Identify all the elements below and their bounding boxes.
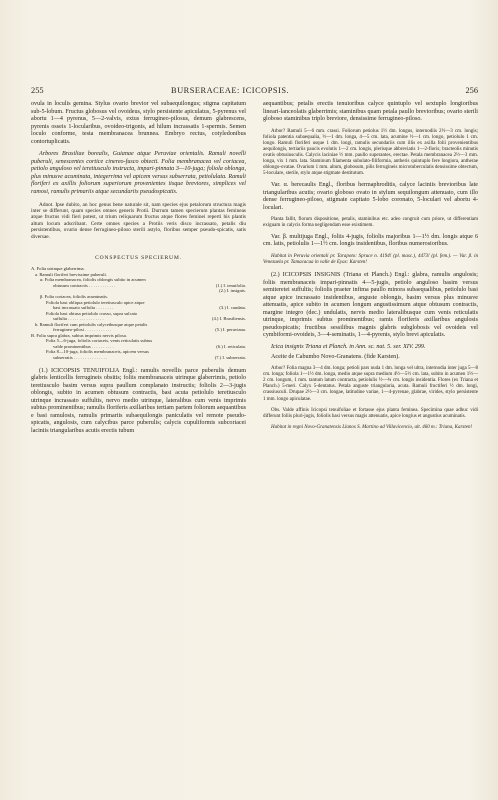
right-column bbox=[263, 101, 478, 431]
key-row-text: b. Ramuli floriferi cum petiolulis calyceibusque atque petalis bbox=[35, 321, 148, 327]
running-title: BURSERACEAE: ICICOPSIS. bbox=[171, 86, 290, 95]
key-row-text: Foliola basi obliqua petiolulo teretiusculo apice atque bbox=[46, 299, 145, 305]
key-row-text: basi incrassato suffulta . . . . . . . . bbox=[53, 305, 114, 311]
species-1-morphology: Arbor? Ramuli 5—6 mm. crassi. Foliorum petiolus 1½ dm. longus, internodiis 2½—3 cm. longis; foliola patentia subaequalia, ½—1 dm. longa, 4—5 cm. lata, acumine ½—1 cm. longo, petiolulo 1 cm. longo. Ramuli floriferi usque 1 dm. longi, ramulis secundariis cum illis ex axilla folii provenientibus aequilongis, tertiariis paucis evolutis 1—2 cm. longis, plerisque abbreviatis 1—2-floris; bracteolis minutis ovatis obtusiusculis. Calycis laciniae ½ mm. paullo superantes, erectae. Petala membranacea 2½—3 mm. longa, vix 1 mm. lata. Staminum filamenta subulato-filiformia, antheris quintuplo fere longiora, antherae oblongo-ovatae. Ovarium 1 mm. altum, globosum, pilis ferrugineis microtuberculatis densissime obtectum, 5-loculare, sterile, stylo atque stigmate destitutum. bbox=[263, 128, 478, 177]
conspectus-title: CONSPECTUS SPECIERUM. bbox=[95, 255, 182, 262]
key-row-text: subserratis . . . . . . . . . . . . . . . bbox=[53, 355, 108, 361]
genus-note-paragraph: Adnot. Ipse dubito, an hoc genus bene naturale sit, nam species ejus petalorum structura magis inter se differunt, quam species omnes generis Protii. Durrum tamen specierum plantas femineas atque fructus vidi fieri potest, ut trium reliquarum fructus atque flores feminei reperti his plantis altum locum adscribant. Certe omnes species a Protiis veris disco incrassato, petalis diu persistentibus, ovario dense ferrugineo-piloso sterili astylo, floribus semper pseudo-spicatis, satis diversae. bbox=[31, 201, 246, 240]
species-2-morphology: Arbor? Folia magna 3—4 dm. longa; petioli pars nuda 1 dm. longa vel ultra, internodia inter juga 5—8 cm. longa; foliola 1—1½ dm. longa, medio atque supra medium 4½—5½ cm. lata, subito in acumen 1½—2 cm. longum, 1 mm. tantum latum contracta, petiolulis ½—¾ cm. longis insidentia. Flores (ex Triana et Planch.) 5-meri. Calyx 5-dentatus. Petala anguste triangularia, acuta. Ramuli fructiferi ½ dm. longi, crassiusculi. Drupae 2½—3 cm. longae, latitudine variae, 1—4-pyrenae, glabrae, virides, stylo persistente 1 mm. longo apiculatae. bbox=[263, 366, 478, 402]
key-row-text: B. Folia supra glabra, subtus imprimis nervis pilosa. bbox=[31, 332, 127, 338]
key-row-text: α. Folia membranacea, foliolis oblongis subito in acumen bbox=[40, 277, 146, 283]
key-row-species: (6.) I. reticulata. bbox=[216, 343, 246, 349]
key-row-species: (7.) I. subserrata. bbox=[214, 355, 246, 361]
page-number-right: 256 bbox=[465, 86, 478, 95]
genus-description-end: ovula in loculis gemina. Stylus ovario brevior vel subaequilongus; stigma capitatum sub-5-lobum. Fructus globosus vel ovoideus, stylo persistente apiculatus, 5-pyrenus vel abortu 1—4 pyrenus, 5—2-valvis, extus ferrugineo-pilosus, demum glabrescens, pyrenis osseis 1-locularibus, ovoideo-trigonis, ad hilum incrassatis 1-spermis. Semen loculo conforme, testa membranacea brunnea. Embryo rectus, cotyledonibus contortuplicatis. bbox=[31, 101, 246, 145]
key-row-text: ferrugineo-pilosi . . . . . . . . . . . . bbox=[53, 327, 112, 333]
species-2-synonym: Icica insignis Triana et Planch. in Ann. sc. nat. 5. ser. XIV. 299. bbox=[271, 343, 426, 350]
key-row-text: Folia 5—6-juga, foliolis coriaceis, venis reticulatis subtus bbox=[46, 338, 153, 344]
genus-habit-paragraph: Arbores Brasiliae borealis, Guianae atque Peruviae orientalis. Ramuli novelli puberuli, senescentes cortice cinereo-fusco obtecti. Folia membranacea vel coriacea, petiolo anguloso vel teretiusculo instructa, impari-pinnata 3—10-juga; foliola oblonga, plus minusve acuminata, integerrima vel apicem versus subserrata, petiolulata. Ramuli floriferi ex axillis foliorum superiorum provenientes iisque breviores, simplices vel ramosi, ramulis primariis atque secundariis pseudospicatis. bbox=[31, 151, 246, 196]
key-row bbox=[31, 355, 246, 361]
species-key bbox=[31, 266, 246, 360]
variety-alpha: Var. α. berecaulis Engl., floribus hermaphroditis, calyce laciniis brevioribus late triangularibus acutis; ovario globoso ovato in stylum sequilongum attenuato, cum illo dense ferrugineo-piloso, stigmate capitato 5-lobo coronato, 5-loculari vel abortu 4-loculari. bbox=[263, 182, 478, 212]
key-row-text: valde prominentibus . . . . . . . . . . bbox=[53, 343, 114, 349]
left-column bbox=[31, 101, 246, 436]
key-row-species: (4.) I. Brasiliensis. bbox=[211, 316, 246, 322]
key-row-text: β. Folia coriacea, foliolis acuminatis. bbox=[40, 294, 109, 300]
species-2-observation: Obs. Valde affinis Icicopsi tenuifoliae et fortasse ejus planta feminea. Specimina quae adhuc vidi differunt foliis pluri-jugis, foliolis basi versus magis attenuatis, apice longius et angustius acuminatis. bbox=[263, 407, 478, 419]
species-1-habitat: Habitat in Peruvia orientali pr. Tarapoto: Spruce n. 4194! (pl. masc.), 4473! (pl. fem.). — Var. β. in Venezuela pr. Tamacacua in valle de Eyas: Karsten! bbox=[263, 253, 478, 265]
variety-beta: Var. β. multijuga Engl., foliis 4-jugis, foliolis majoribus 1—1½ dm. longis atque 6 cm. latis, petiolulis 1—1½ cm. longis insidentibus, floribus numerosioribus. bbox=[263, 233, 478, 248]
key-row-species: (1.) I. tenuifolia. bbox=[215, 282, 246, 288]
key-row-text: Foliola basi obtusa petiolulo crasso, supra sulcato bbox=[46, 310, 138, 316]
key-row-text: suffulta . . . . . . . . . . . . . . . . bbox=[53, 316, 104, 322]
key-row-species: (5.) I. peruviana. bbox=[215, 327, 246, 333]
key-row-text: A. Folia utrinque glaberrima. bbox=[31, 266, 85, 272]
page-number-left: 255 bbox=[31, 86, 44, 95]
key-row-text: a. Ramuli floriferi brevissime puberuli. bbox=[35, 271, 107, 277]
key-row-species: (2.) I. insignis. bbox=[219, 288, 246, 294]
variety-alpha-note: Planta fallit, florum dispositione, petalis, staminibus etc. adeo congruit cum priore, ut differentiam exiguam in calycis forma negligendam esse existimem. bbox=[263, 216, 478, 228]
key-row-species: (3.) I. caudata. bbox=[219, 305, 246, 311]
key-row-text: obtusum contractis . . . . . . . . . . . . bbox=[53, 282, 116, 288]
species-2-description: (2.) ICICOPSIS INSIGNIS (Triana et Planch.) Engl.: glabra, ramulis angulosis; foliis membranaceis impari-pinnatis 4—5-jugis, petiolo anguloso basim versus semiteretei suffultis; foliolis praeter infima paullo minora subaequalibus, petiolulo basi atque apice incrassato insidentibus, anguste oblongis, basim versus plus minusve attenuatis, apice subito in acumen longum angustissimum atque obtusum contractis, margine integro (dec.) undulatis, nervis medio lateralibusque cum venis reticulatis utrinque, imprimis subtus prominentibus; ramis floriferis axillaribus angulosis pseudospicatis; fructibus sessilibus magnis glabris subglobosis vel ovoideis vel cymbiformi-ovoideis, 3—4-seminatis, 1—4-pyrenis, stylo brevi apiculatis. bbox=[263, 272, 478, 339]
species-2-common-name: Aceite de Cabumbo Novo-Granatens. (fide Karsten). bbox=[271, 353, 400, 360]
key-row-text: Folia 8—10-juga, foliolis membranaceis, apicem versus bbox=[46, 349, 149, 355]
species-1-description: (1.) ICICOPSIS TENUIFOLIA Engl.: ramulis novellis parce puberulis demum glabris lenticellis ferrugineis obsitis; foliis membranaceis utrinque glaberrimis, petiolo teretiusculo basim versus supra paullum complanato instructis; foliolis 2—3-jugis oblongis, subito in acumen obtusum contractis, basi acuta petiolulo teretiusculo utrinque incrassato suffultis, nervo medio utrinque, lateralibus cum venis imprimis subtus prominentibus; ramulis floriferis axillaribus tertiam partem foliorum aequantibus e basi ramulosis, ramulis primariis subaequilongis paniculatis vel remote pseudo-spicatis, angulosis, cum calycibus parce puberulis; calycis cupuliformis subcoriacei laciniis triangularibus acutis erectis tubum bbox=[31, 367, 246, 434]
species-1-description-cont: aequantibus; petalis erectis tenuioribus calyce quintuplo vel sextuplo longioribus lineari-lanceolatis glaberrimis; staminibus quam petala paullo brevioribus; ovario sterili globoso staminibus triplo breviore, densissime ferrugineo-piloso. bbox=[263, 101, 478, 123]
running-header bbox=[31, 86, 478, 96]
species-2-habitat: Habitat in regni Novo-Granatensis Llanos S. Martino ad Villavicencio, alt. 460 m.: Triana, Karsten! bbox=[271, 424, 473, 430]
